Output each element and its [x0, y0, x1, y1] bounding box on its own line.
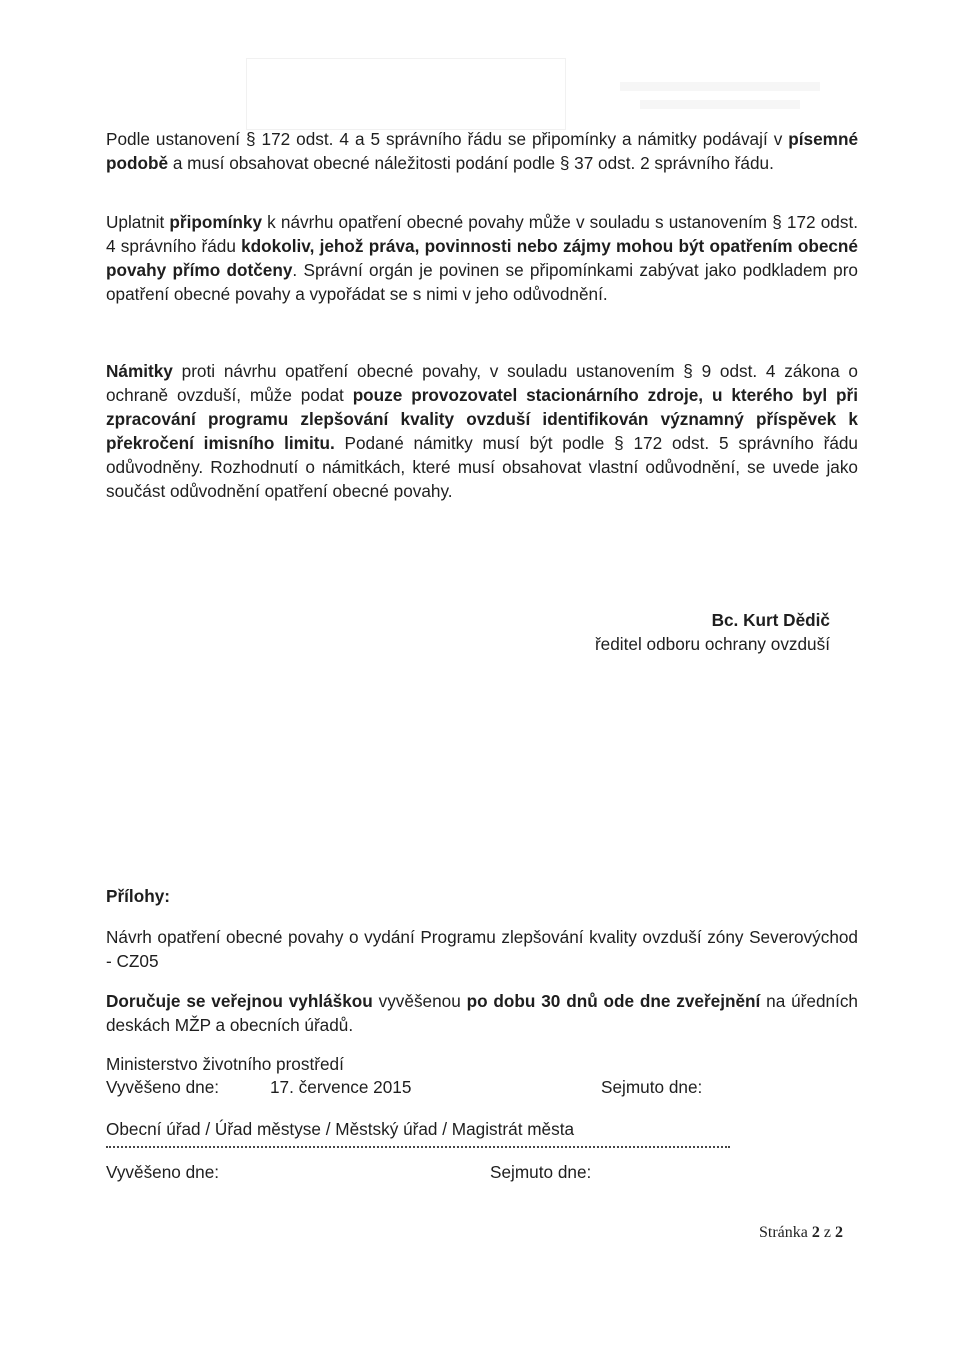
dotted-fill-line — [106, 1146, 730, 1148]
municipal-office-name: Obecní úřad / Úřad městyse / Městský úřad / Magistrát města — [106, 1119, 575, 1139]
ministry-name: Ministerstvo životního prostředí — [106, 1054, 344, 1074]
signature-block — [595, 608, 830, 656]
signatory-name: Bc. Kurt Dědič — [711, 610, 830, 630]
page-number — [759, 1224, 843, 1242]
municipal-posted-label: Vyvěšeno dne: — [106, 1162, 220, 1182]
bold-text-run: písemné podobě — [106, 129, 858, 173]
text-run: Uplatnit — [106, 212, 170, 232]
page-number-prefix: Stránka — [759, 1224, 812, 1241]
delivery-note — [106, 989, 858, 1037]
ministry-removed-label: Sejmuto dne: — [601, 1077, 703, 1097]
paragraph-objections — [106, 359, 858, 503]
text-run: . Správní orgán je povinen se připomínkami zabývat jako podkladem pro opatření obecné povahy a vypořádat se s nimi v jeho odůvodnění. — [106, 260, 858, 304]
text-run: Podle ustanovení § 172 odst. 4 a 5 správního řádu se připomínky a námitky podávají v — [106, 129, 789, 149]
bold-text-run: Námitky — [106, 361, 173, 381]
bold-text-run: kdokoliv, jehož práva, povinnosti nebo zájmy mohou být opatřením obecné povahy přímo dotčeny — [106, 236, 858, 280]
text-run: a musí obsahovat obecné náležitosti podání podle § 37 odst. 2 správního řádu. — [168, 153, 774, 173]
text-run: vyvěšenou — [372, 991, 467, 1011]
signatory-title: ředitel odboru ochrany ovzduší — [594, 634, 830, 654]
attachments-heading: Přílohy: — [106, 886, 170, 906]
bold-text-run: připomínky — [169, 212, 263, 232]
bleed-through-mark — [620, 82, 820, 91]
page-number-separator: z — [819, 1224, 835, 1241]
text-run: proti návrhu opatření obecné povahy, v souladu ustanovením § 9 odst. 4 zákona o ochraně ovzduší, může podat — [106, 361, 858, 405]
municipal-removed-label: Sejmuto dne: — [490, 1162, 592, 1182]
ministry-posted-label: Vyvěšeno dne: — [106, 1077, 220, 1097]
bleed-through-mark — [640, 100, 800, 109]
paragraph-comments — [106, 210, 858, 306]
bleed-through-box — [246, 58, 566, 130]
text-run: k návrhu opatření obecné povahy může v souladu s ustanovením § 172 odst. 4 správního řádu — [106, 212, 858, 256]
page-current: 2 — [811, 1224, 820, 1241]
bold-text-run: po dobu 30 dnů ode dne zveřejnění — [466, 991, 761, 1011]
ministry-posted-date: 17. července 2015 — [270, 1077, 412, 1097]
paragraph-submission-form — [106, 127, 858, 175]
page-total: 2 — [834, 1224, 843, 1241]
attachments-text: Návrh opatření obecné povahy o vydání Programu zlepšování kvality ovzduší zóny Severovýchod - CZ05 — [106, 927, 858, 971]
bold-text-run: Doručuje se veřejnou vyhláškou — [106, 991, 373, 1011]
text-run: na úředních deskách MŽP a obecních úřadů. — [106, 991, 858, 1035]
bold-text-run: pouze provozovatel stacionárního zdroje, u kterého byl při zpracování programu zlepšování kvality ovzduší identifikován významný příspěvek k překročení imisního limitu. — [106, 385, 858, 453]
text-run: Podané námitky musí být podle § 172 odst. 5 správního řádu odůvodněny. Rozhodnutí o námitkách, které musí obsahovat vlastní odůvodnění, se uvede jako součást odůvodnění opatření obecné povahy. — [106, 433, 858, 501]
